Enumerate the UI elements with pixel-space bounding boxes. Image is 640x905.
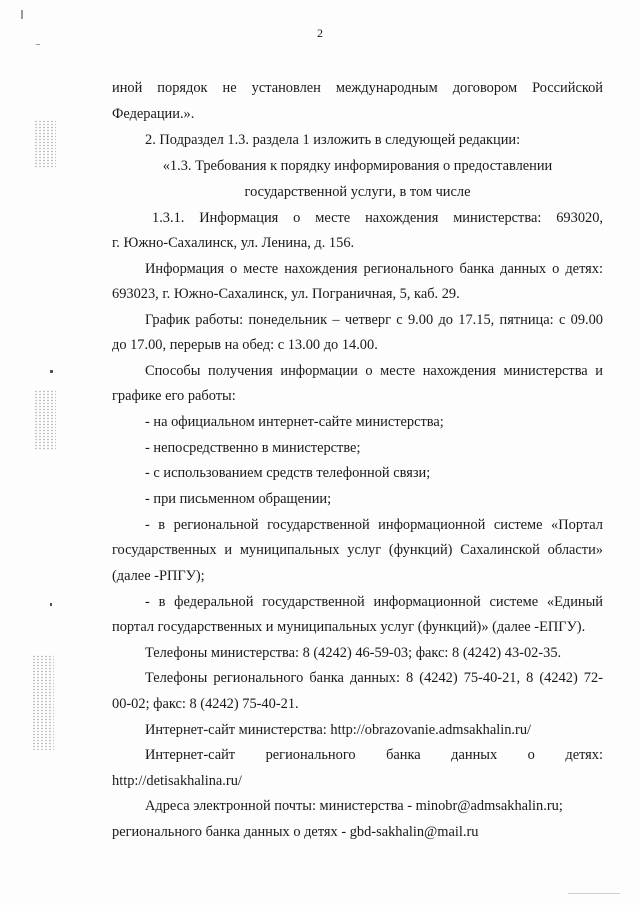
text-line: (далее -РПГУ);: [112, 568, 205, 584]
contact-line: Телефоны регионального банка данных: 8 (4242) 75-40-21, 8 (4242) 72-: [145, 670, 603, 686]
text-line: г. Южно-Сахалинск, ул. Ленина, д. 156.: [112, 235, 355, 251]
scan-mark: [36, 44, 40, 45]
scan-noise: [32, 655, 54, 750]
text-line: до 17.00, перерыв на обед: с 13.00 до 14.00.: [112, 337, 378, 353]
section-heading: государственной услуги, в том числе: [244, 184, 471, 200]
text-line: Информация о месте нахождения регионального банка данных о детях:: [145, 261, 603, 277]
text-line: графике его работы:: [112, 388, 236, 404]
list-item: - при письменном обращении;: [145, 491, 332, 507]
contact-line: Телефоны министерства: 8 (4242) 46-59-03; факс: 8 (4242) 43-02-35.: [145, 645, 562, 661]
scan-mark: [50, 370, 53, 373]
text-line: 693023, г. Южно-Сахалинск, ул. Пограничная, 5, каб. 29.: [112, 286, 460, 302]
text-line: иной порядок не установлен международным договором Российской: [112, 80, 603, 96]
list-item: - непосредственно в министерстве;: [145, 440, 361, 456]
scan-noise: [34, 120, 56, 168]
text-line: 2. Подраздел 1.3. раздела 1 изложить в следующей редакции:: [145, 132, 521, 148]
list-item: - в федеральной государственной информационной системе «Единый: [145, 594, 603, 610]
text-line: государственных и муниципальных услуг (функций) Сахалинской области»: [112, 542, 603, 558]
email-line: регионального банка данных о детях - gbd-sakhalin@mail.ru: [112, 824, 479, 840]
scan-mark: [50, 603, 52, 606]
contact-line: 00-02; факс: 8 (4242) 75-40-21.: [112, 696, 299, 712]
page-number: 2: [317, 26, 323, 40]
text-line: График работы: понедельник – четверг с 9.00 до 17.15, пятница: с 09.00: [145, 312, 603, 328]
text-line: портал государственных и муниципальных услуг (функций)» (далее -ЕПГУ).: [112, 619, 586, 635]
website-line: Интернет-сайт регионального банка данных о детях:: [145, 747, 603, 763]
list-item: - в региональной государственной информационной системе «Портал: [145, 517, 603, 533]
text-line: Способы получения информации о месте нахождения министерства и: [145, 363, 603, 379]
scan-mark: [21, 10, 23, 19]
text-line: Федерации.».: [112, 106, 195, 122]
list-item: - с использованием средств телефонной связи;: [145, 465, 431, 481]
section-heading: «1.3. Требования к порядку информирования о предоставлении: [162, 158, 553, 174]
scan-mark: [568, 893, 620, 894]
email-line: Адреса электронной почты: министерства - minobr@admsakhalin.ru;: [145, 798, 563, 814]
website-line: http://detisakhalina.ru/: [112, 773, 242, 789]
website-line: Интернет-сайт министерства: http://obrazovanie.admsakhalin.ru/: [145, 722, 532, 738]
text-line: 1.3.1. Информация о месте нахождения министерства: 693020,: [152, 210, 603, 226]
list-item: - на официальном интернет-сайте министерства;: [145, 414, 444, 430]
scan-noise: [34, 390, 56, 450]
